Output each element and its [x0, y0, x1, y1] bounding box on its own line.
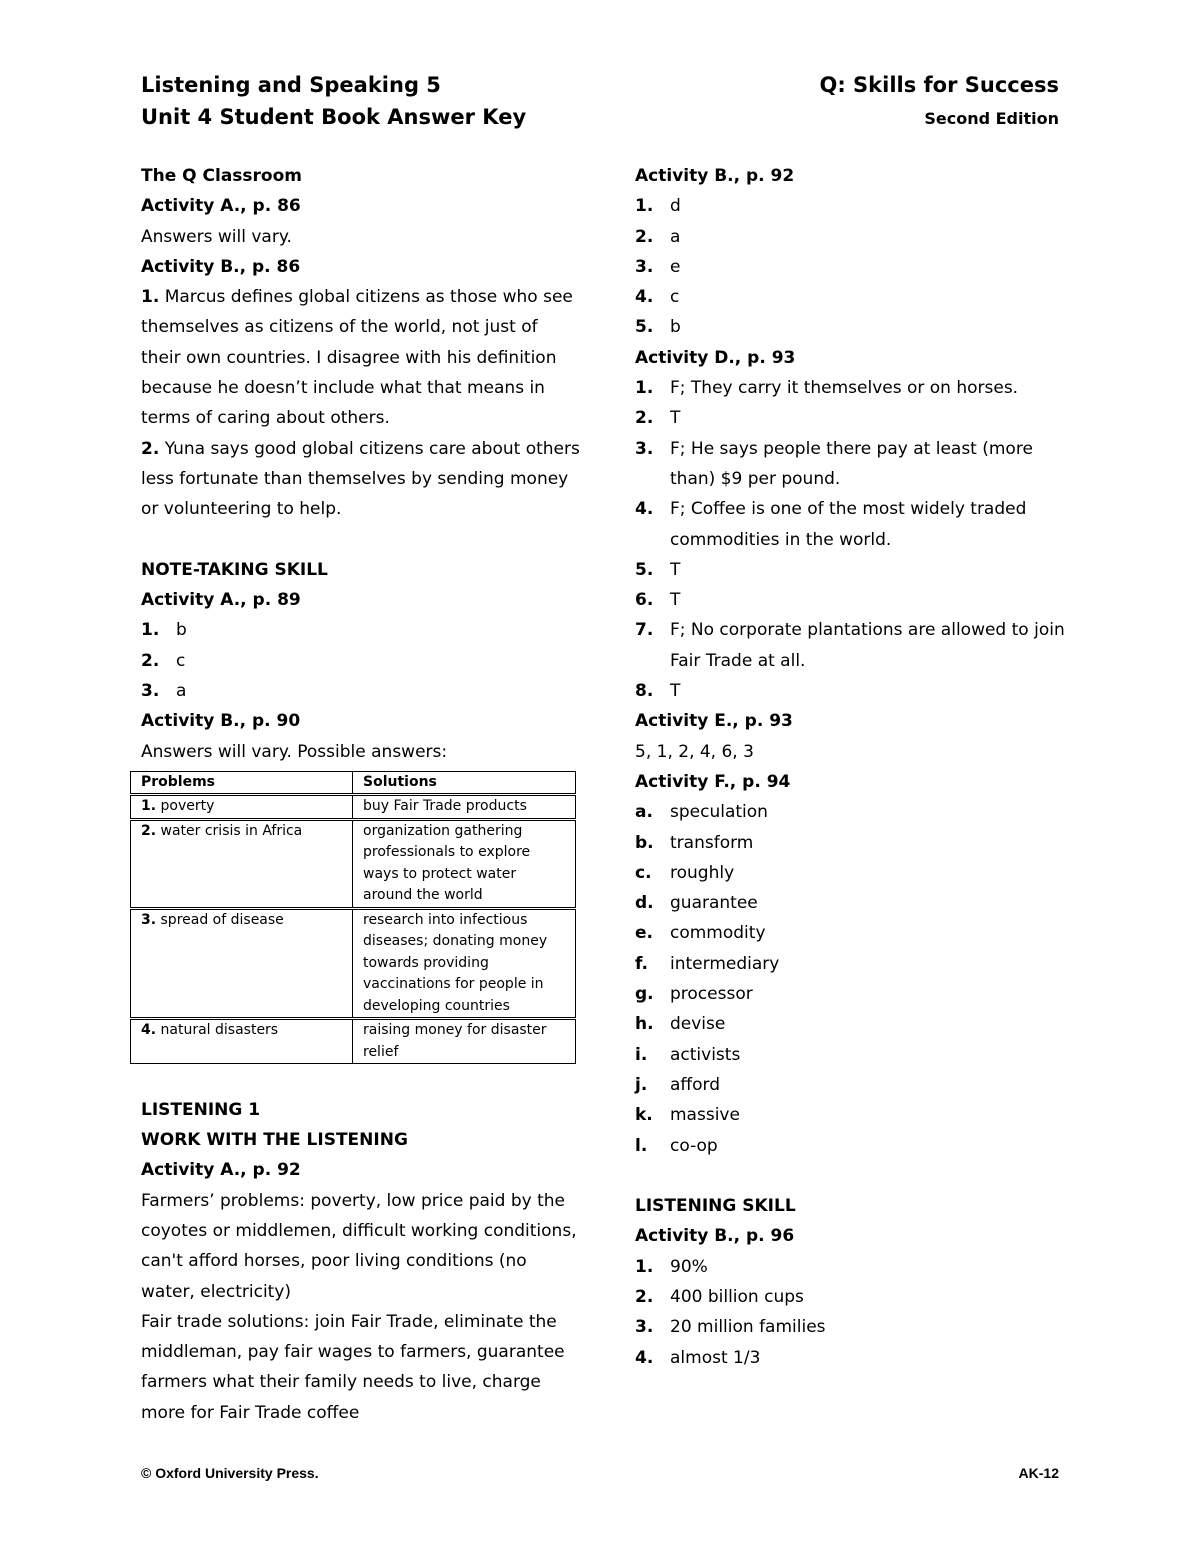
- table-cell: [131, 908, 353, 1019]
- list-letter: g.: [635, 984, 654, 1005]
- list-text: co-op: [670, 1135, 718, 1156]
- list-item: [635, 403, 1065, 433]
- list-text: d: [670, 196, 681, 217]
- copyright-notice: © Oxford University Press.: [141, 1465, 319, 1481]
- list-text: e: [670, 256, 681, 277]
- activity-heading: Activity B., p. 92: [635, 166, 795, 186]
- activity-heading: Activity A., p. 92: [141, 1160, 301, 1181]
- list-text: c: [670, 287, 680, 308]
- list-letter: c.: [635, 862, 652, 883]
- activity-heading: Activity D., p. 93: [635, 347, 796, 368]
- list-item: [635, 888, 1065, 918]
- list-item: [635, 1312, 1065, 1342]
- list-text: T: [670, 681, 681, 702]
- list-number: 4.: [635, 499, 654, 520]
- list-letter: f.: [635, 953, 648, 974]
- list-text: c: [176, 650, 186, 671]
- list-text: F; They carry it themselves or on horses.: [670, 378, 1019, 399]
- list-number: 2.: [635, 1286, 654, 1307]
- list-item: [635, 373, 1065, 403]
- list-item: [635, 494, 1065, 555]
- row-number: 2.: [141, 822, 157, 839]
- list-letter: e.: [635, 923, 653, 944]
- list-number: 1.: [635, 196, 654, 217]
- list-number: 7.: [635, 620, 654, 641]
- list-item: [635, 1100, 1065, 1130]
- list-item: [635, 918, 1065, 948]
- table-cell: [131, 795, 353, 820]
- list-item: [141, 615, 581, 645]
- list-letter: a.: [635, 802, 653, 823]
- list-letter: l.: [635, 1135, 648, 1156]
- list-item: [635, 1343, 1065, 1373]
- list-text: commodity: [670, 923, 766, 944]
- list-letter: h.: [635, 1014, 654, 1035]
- table-cell: research into infectious diseases; donating money towards providing vaccinations for people in developing countries: [353, 908, 576, 1019]
- list-text: F; Coffee is one of the most widely traded commodities in the world.: [670, 499, 1027, 550]
- list-item: [635, 1131, 1065, 1161]
- list-number: 3.: [141, 681, 160, 702]
- row-number: 1.: [141, 798, 157, 815]
- activity-heading: Activity A., p. 89: [141, 590, 301, 611]
- list-item: [635, 615, 1065, 676]
- answer-paragraph: [141, 282, 581, 433]
- list-number: 4.: [635, 287, 654, 308]
- table-cell: organization gathering professionals to explore ways to protect water around the world: [353, 819, 576, 908]
- list-text: T: [670, 559, 681, 580]
- activity-heading: Activity E., p. 93: [635, 711, 793, 732]
- list-number: 5.: [635, 559, 654, 580]
- list-text: roughly: [670, 862, 735, 883]
- row-number: 3.: [141, 911, 157, 928]
- brand-title: Q: Skills for Success: [819, 73, 1059, 97]
- activity-heading: Activity A., p. 86: [141, 196, 301, 217]
- table-row: [131, 819, 576, 908]
- left-column: [141, 161, 581, 1428]
- list-item: [635, 191, 1065, 221]
- page-number: AK-12: [1018, 1465, 1059, 1481]
- list-number: 2.: [141, 650, 160, 671]
- answer-text: Marcus defines global citizens as those who see themselves as citizens of the world, not just of their own countries. I disagree with his definition because he doesn’t include what that means in terms of caring about others.: [141, 287, 573, 429]
- list-item: [141, 646, 581, 676]
- list-text: speculation: [670, 802, 768, 823]
- list-item: [635, 949, 1065, 979]
- row-number: 4.: [141, 1022, 157, 1039]
- table-row: [131, 795, 576, 820]
- list-item: [141, 676, 581, 706]
- list-number: 3.: [635, 438, 654, 459]
- table-row: [131, 908, 576, 1019]
- answer-paragraph: Fair trade solutions: join Fair Trade, eliminate the middleman, pay fair wages to farmers, guarantee farmers what their family needs to live, charge more for Fair Trade coffee: [141, 1311, 565, 1423]
- problem-text: natural disasters: [160, 1022, 279, 1039]
- activity-heading: Activity B., p. 86: [141, 256, 301, 277]
- list-text: almost 1/3: [670, 1347, 761, 1368]
- list-number: 8.: [635, 681, 654, 702]
- list-text: guarantee: [670, 893, 758, 914]
- list-item: [635, 555, 1065, 585]
- list-item: [635, 797, 1065, 827]
- right-column: [635, 161, 1065, 1373]
- list-item: [635, 222, 1065, 252]
- list-letter: j.: [635, 1074, 648, 1095]
- answer-text: Answers will vary.: [141, 226, 292, 247]
- list-number: 5.: [635, 317, 654, 338]
- edition-label: Second Edition: [924, 109, 1059, 128]
- doc-subtitle: Unit 4 Student Book Answer Key: [141, 105, 527, 129]
- list-text: 20 million families: [670, 1317, 826, 1338]
- list-item: [635, 979, 1065, 1009]
- table-row: [131, 1019, 576, 1064]
- list-text: b: [176, 620, 187, 641]
- list-text: afford: [670, 1074, 721, 1095]
- list-text: intermediary: [670, 953, 780, 974]
- list-text: 400 billion cups: [670, 1286, 804, 1307]
- table-cell: buy Fair Trade products: [353, 795, 576, 820]
- list-number: 2.: [635, 408, 654, 429]
- list-text: T: [670, 590, 681, 611]
- table-cell: [131, 1019, 353, 1064]
- list-text: F; No corporate plantations are allowed to join Fair Trade at all.: [670, 620, 1065, 671]
- list-text: devise: [670, 1014, 726, 1035]
- list-item: [635, 858, 1065, 888]
- problem-text: spread of disease: [160, 911, 284, 928]
- table-header-cell: Solutions: [353, 771, 576, 795]
- activity-heading: Activity B., p. 90: [141, 711, 301, 732]
- list-item: [635, 282, 1065, 312]
- list-text: a: [176, 681, 187, 702]
- list-letter: k.: [635, 1105, 653, 1126]
- list-item: [635, 1282, 1065, 1312]
- answer-paragraph: [141, 434, 581, 525]
- list-letter: b.: [635, 832, 654, 853]
- list-text: processor: [670, 984, 753, 1005]
- list-number: 3.: [635, 256, 654, 277]
- section-heading: LISTENING SKILL: [635, 1196, 796, 1217]
- list-number: 6.: [635, 590, 654, 611]
- list-item: [635, 1040, 1065, 1070]
- answer-text: Yuna says good global citizens care about others less fortunate than themselves by sending money or volunteering to help.: [141, 438, 580, 520]
- list-text: massive: [670, 1105, 740, 1126]
- section-heading: The Q Classroom: [141, 166, 302, 186]
- answer-text: Answers will vary. Possible answers:: [141, 741, 448, 762]
- list-item: [635, 434, 1065, 495]
- list-number: 1.: [635, 1256, 654, 1277]
- list-text: transform: [670, 832, 754, 853]
- list-letter: d.: [635, 893, 654, 914]
- problem-text: poverty: [160, 798, 215, 815]
- list-number: 1.: [635, 378, 654, 399]
- table-cell: [131, 819, 353, 908]
- list-text: b: [670, 317, 681, 338]
- list-text: activists: [670, 1044, 741, 1065]
- list-item: [635, 676, 1065, 706]
- section-heading: NOTE-TAKING SKILL: [141, 559, 328, 580]
- list-item: [635, 312, 1065, 342]
- list-text: F; He says people there pay at least (more than) $9 per pound.: [670, 438, 1033, 489]
- list-number: 1.: [141, 620, 160, 641]
- activity-heading: Activity B., p. 96: [635, 1226, 795, 1247]
- list-text: T: [670, 408, 681, 429]
- activity-heading: Activity F., p. 94: [635, 771, 791, 792]
- section-heading: WORK WITH THE LISTENING: [141, 1130, 408, 1151]
- list-number: 2.: [635, 226, 654, 247]
- list-number: 3.: [635, 1317, 654, 1338]
- list-item: [635, 585, 1065, 615]
- answer-number: 2.: [141, 438, 160, 459]
- answer-paragraph: Farmers’ problems: poverty, low price paid by the coyotes or middlemen, difficult working conditions, can't afford horses, poor living conditions (no water, electricity): [141, 1190, 577, 1302]
- answers-table: [130, 771, 576, 1065]
- list-item: [635, 1070, 1065, 1100]
- list-item: [635, 1252, 1065, 1282]
- answer-number: 1.: [141, 287, 160, 308]
- answer-text: 5, 1, 2, 4, 6, 3: [635, 741, 754, 762]
- doc-title: Listening and Speaking 5: [141, 73, 441, 97]
- list-number: 4.: [635, 1347, 654, 1368]
- list-text: a: [670, 226, 681, 247]
- list-item: [635, 1009, 1065, 1039]
- list-item: [635, 828, 1065, 858]
- table-header-row: [131, 771, 576, 795]
- problem-text: water crisis in Africa: [160, 822, 303, 839]
- section-heading: LISTENING 1: [141, 1099, 261, 1120]
- list-item: [635, 252, 1065, 282]
- list-text: 90%: [670, 1256, 708, 1277]
- table-header-cell: Problems: [131, 771, 353, 795]
- table-cell: raising money for disaster relief: [353, 1019, 576, 1064]
- list-letter: i.: [635, 1044, 648, 1065]
